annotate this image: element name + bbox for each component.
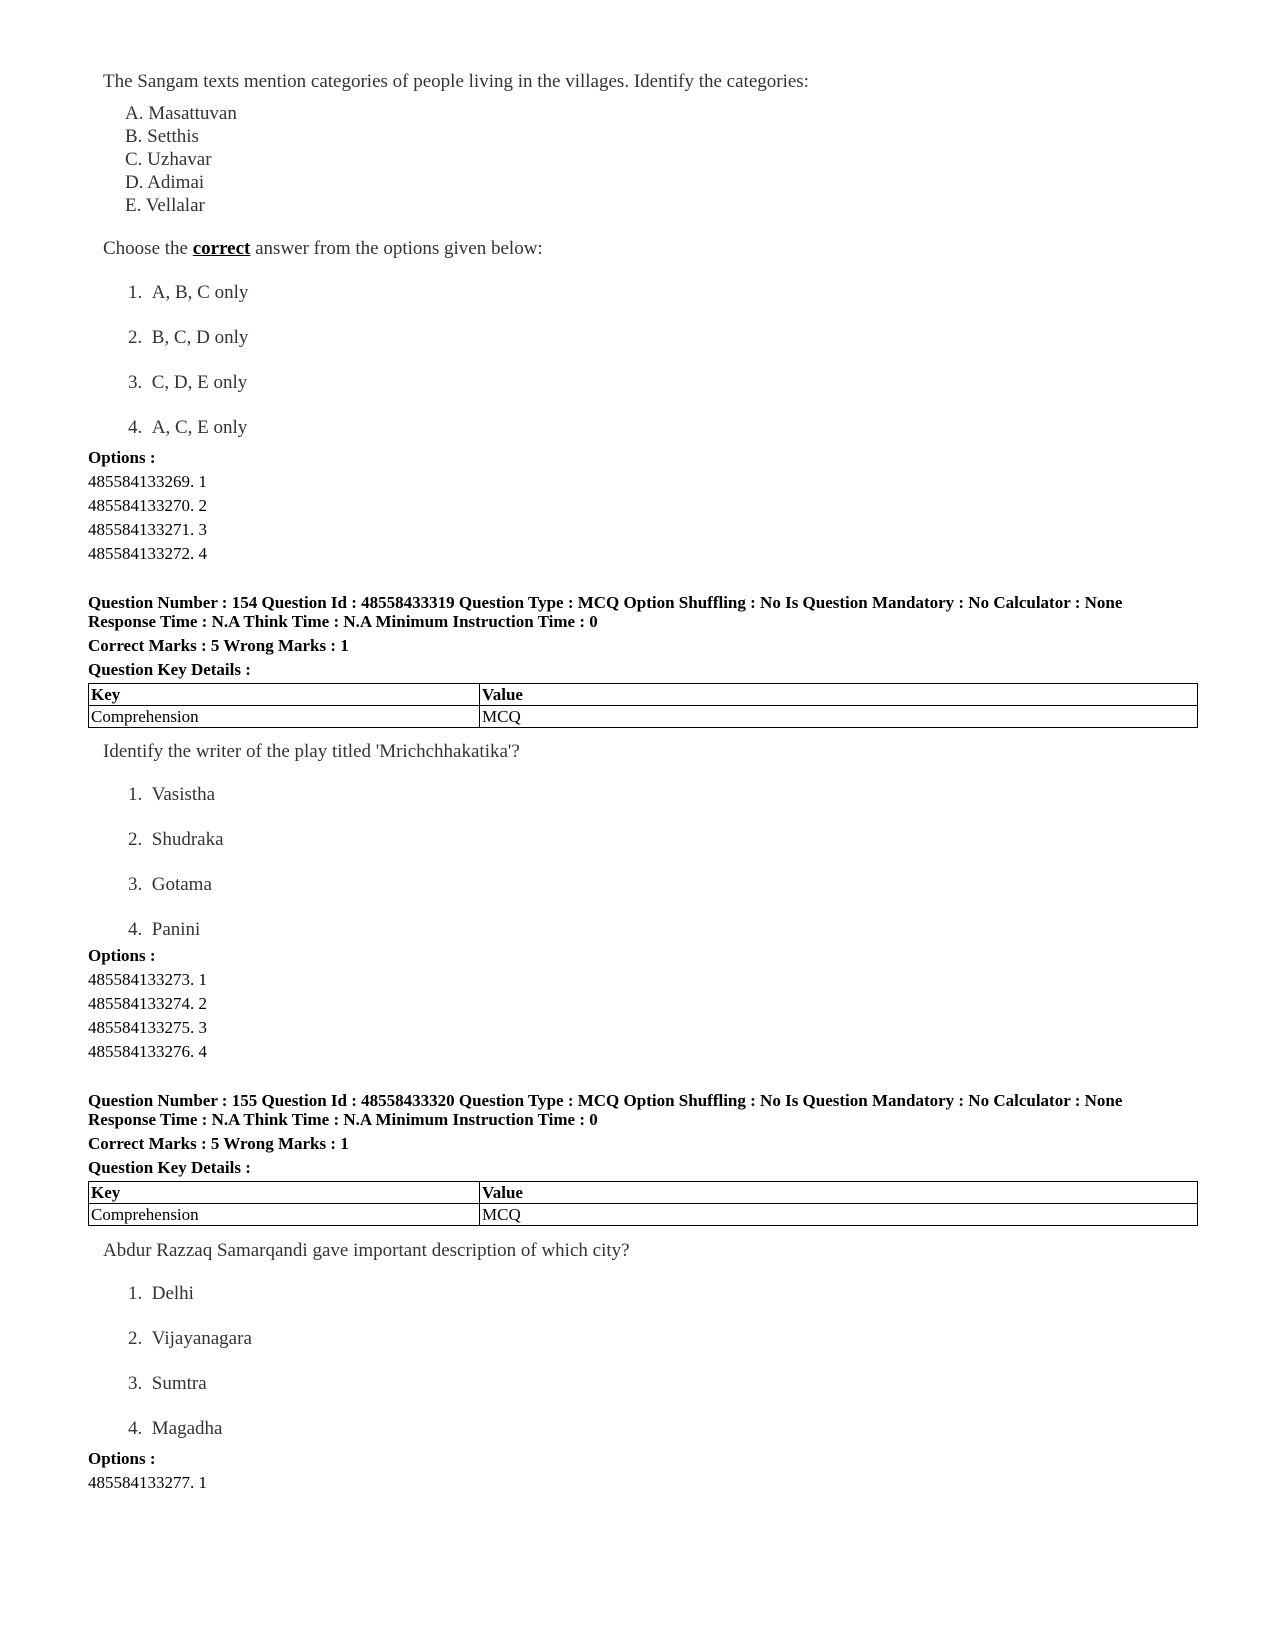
q155-header [88,1091,1198,1226]
options-label: Options : [88,448,156,467]
question-meta-line1: Question Number : 155 Question Id : 48558433320 Question Type : MCQ Option Shuffling : No Is Question Mandatory : No Calculator : None [88,1091,1123,1110]
answer-choice: 2. Vijayanagara [128,1328,252,1349]
q153-answer-list [128,281,809,461]
list-item: A. Masattuvan [125,103,237,124]
table-cell-key: Comprehension [89,706,480,728]
q153-category-list [125,102,809,217]
q153-question-text: The Sangam texts mention categories of people living in the villages. Identify the categories: [103,71,809,92]
q154-header [88,593,1198,728]
q154-question-image [103,740,520,963]
answer-choice: 3. Sumtra [128,1373,207,1394]
q155-options [88,1447,1198,1495]
options-label: Options : [88,946,156,965]
table-header-key: Key [89,1182,480,1204]
table-header-key: Key [89,684,480,706]
option-row: 485584133273. 1 [88,970,207,989]
list-item: C. Uzhavar [125,149,212,170]
option-row: 485584133270. 2 [88,496,207,515]
answer-choice: 2. B, C, D only [128,327,249,348]
question-marks: Correct Marks : 5 Wrong Marks : 1 [88,636,349,655]
q154-options [88,944,1198,1064]
key-details-label: Question Key Details : [88,660,251,679]
answer-choice: 3. Gotama [128,874,212,895]
q155-question-text: Abdur Razzaq Samarqandi gave important description of which city? [103,1240,630,1261]
question-meta-line1: Question Number : 154 Question Id : 48558433319 Question Type : MCQ Option Shuffling : No Is Question Mandatory : No Calculator : None [88,593,1123,612]
answer-choice: 2. Shudraka [128,829,224,850]
option-row: 485584133277. 1 [88,1473,207,1492]
emphasis-correct: correct [192,238,251,259]
q154-answer-list [128,783,520,963]
answer-choice: 1. Delhi [128,1283,194,1304]
answer-choice: 4. Panini [128,919,201,940]
answer-choice: 1. A, B, C only [128,282,249,303]
question-meta-line2: Response Time : N.A Think Time : N.A Minimum Instruction Time : 0 [88,612,598,631]
table-row [89,1204,1198,1226]
q153-options [88,446,1198,566]
table-row [89,706,1198,728]
list-item: B. Setthis [125,126,199,147]
answer-choice: 4. A, C, E only [128,417,248,438]
key-details-label: Question Key Details : [88,1158,251,1177]
question-marks: Correct Marks : 5 Wrong Marks : 1 [88,1134,349,1153]
key-details-table [88,683,1198,728]
list-item: D. Adimai [125,172,205,193]
options-label: Options : [88,1449,156,1468]
option-row: 485584133274. 2 [88,994,207,1013]
question-meta-line2: Response Time : N.A Think Time : N.A Minimum Instruction Time : 0 [88,1110,598,1129]
answer-choice: 3. C, D, E only [128,372,248,393]
option-row: 485584133275. 3 [88,1018,207,1037]
q153-instruction: Choose the correct answer from the options given below: [103,238,543,259]
table-header-row [89,684,1198,706]
list-item: E. Vellalar [125,195,205,216]
answer-choice: 1. Vasistha [128,784,216,805]
q155-answer-list [128,1282,630,1462]
option-row: 485584133269. 1 [88,472,207,491]
q155-question-image [103,1239,630,1462]
table-header-value: Value [480,684,1198,706]
answer-choice: 4. Magadha [128,1418,223,1439]
table-cell-value: MCQ [480,706,1198,728]
table-header-value: Value [480,1182,1198,1204]
option-row: 485584133271. 3 [88,520,207,539]
option-row: 485584133272. 4 [88,544,207,563]
q154-question-text: Identify the writer of the play titled 'Mrichchhakatika'? [103,741,520,762]
table-header-row [89,1182,1198,1204]
option-row: 485584133276. 4 [88,1042,207,1061]
key-details-table [88,1181,1198,1226]
q153-question-image [103,70,809,461]
table-cell-key: Comprehension [89,1204,480,1226]
table-cell-value: MCQ [480,1204,1198,1226]
